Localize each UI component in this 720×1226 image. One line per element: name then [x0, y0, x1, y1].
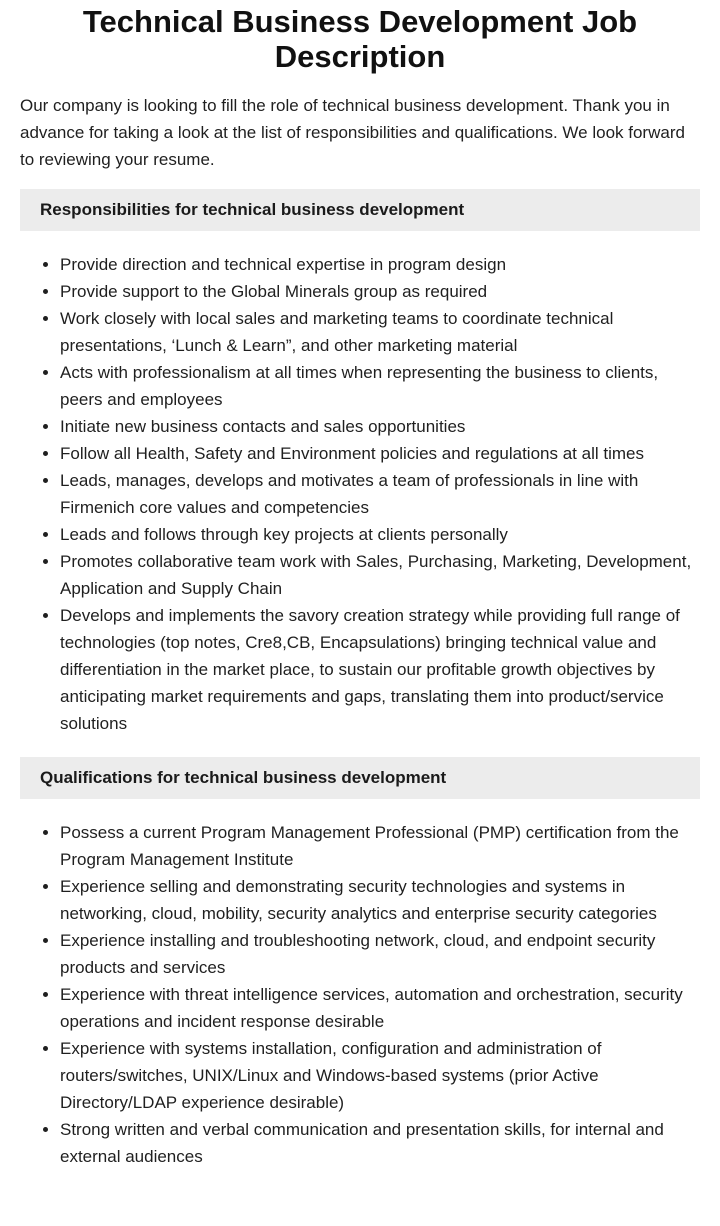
list-item: • Experience installing and troubleshooting network, cloud, and endpoint security products and services [60, 927, 700, 981]
list-item: • Follow all Health, Safety and Environment policies and regulations at all times [60, 440, 700, 467]
list-item: • Experience with systems installation, configuration and administration of routers/switches, UNIX/Linux and Windows-based systems (prior Active Directory/LDAP experience desirable) [60, 1035, 700, 1116]
page-title: Technical Business Development Job Description [82, 4, 638, 74]
list-item: • Leads, manages, develops and motivates a team of professionals in line with Firmenich core values and competencies [60, 467, 700, 521]
responsibilities-heading: Responsibilities for technical business development [20, 189, 700, 231]
list-item: • Develops and implements the savory creation strategy while providing full range of technologies (top notes, Cre8,CB, Encapsulations) bringing technical value and differentiation in the market place, to sustain our profitable growth objectives by anticipating market requirements and gaps, translating them into product/service solutions [60, 602, 700, 737]
list-item: • Initiate new business contacts and sales opportunities [60, 413, 700, 440]
list-item: • Leads and follows through key projects at clients personally [60, 521, 700, 548]
intro-paragraph: Our company is looking to fill the role of technical business development. Thank you in advance for taking a look at the list of responsibilities and qualifications. We look forward to reviewing your resume. [20, 96, 685, 169]
list-item: • Promotes collaborative team work with Sales, Purchasing, Marketing, Development, Application and Supply Chain [60, 548, 700, 602]
list-item: • Work closely with local sales and marketing teams to coordinate technical presentations, ‘Lunch & Learn”, and other marketing material [60, 305, 700, 359]
list-item: • Strong written and verbal communication and presentation skills, for internal and external audiences [60, 1116, 700, 1170]
list-item: • Provide direction and technical expertise in program design [60, 251, 700, 278]
list-item: • Provide support to the Global Minerals group as required [60, 278, 700, 305]
qualifications-heading: Qualifications for technical business development [20, 757, 700, 799]
job-description-page [0, 4, 720, 1170]
list-item: • Experience selling and demonstrating security technologies and systems in networking, cloud, mobility, security analytics and enterprise security categories [60, 873, 700, 927]
qualifications-list [20, 819, 700, 1170]
list-item: • Acts with professionalism at all times when representing the business to clients, peers and employees [60, 359, 700, 413]
list-item: • Experience with threat intelligence services, automation and orchestration, security operations and incident response desirable [60, 981, 700, 1035]
list-item: • Possess a current Program Management Professional (PMP) certification from the Program Management Institute [60, 819, 700, 873]
responsibilities-list [20, 251, 700, 737]
